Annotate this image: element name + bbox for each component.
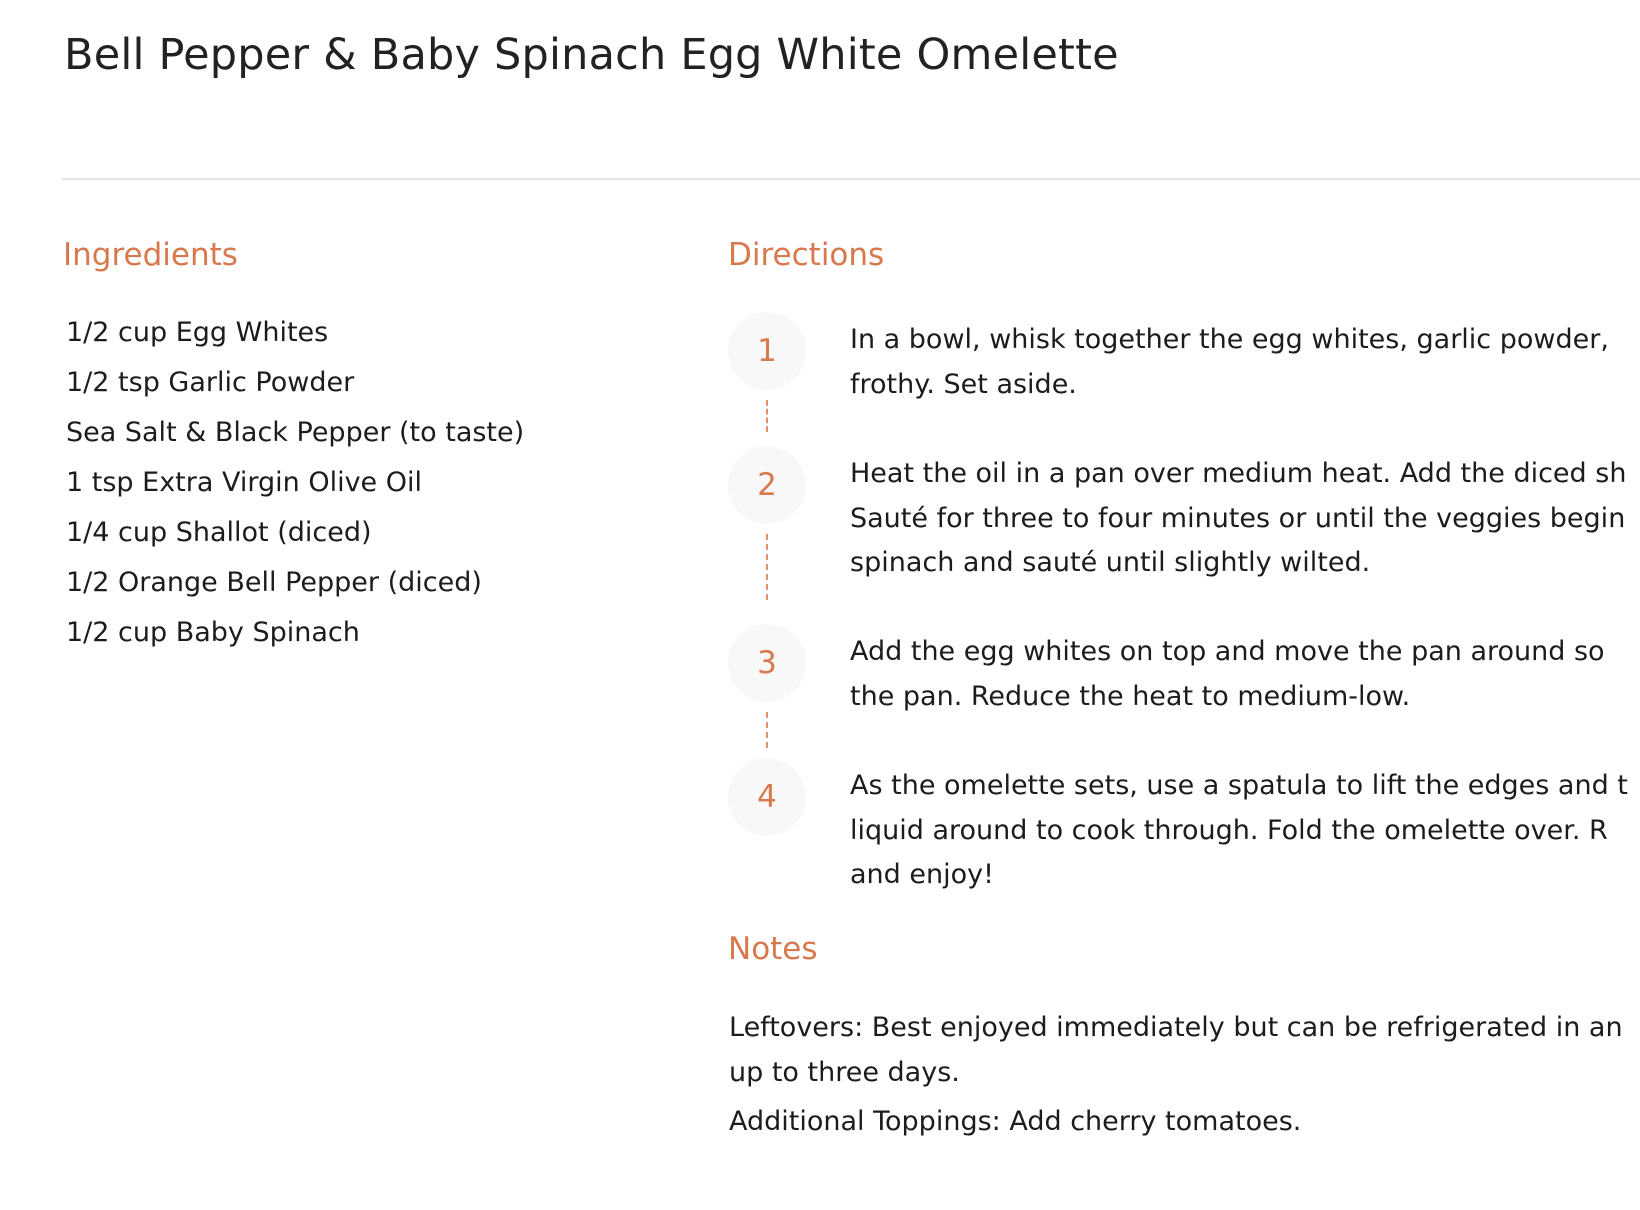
step-text	[850, 630, 1605, 719]
step-number-badge: 1	[728, 312, 806, 390]
step-text-line: Sauté for three to four minutes or until the veggies begin	[850, 502, 1626, 534]
step-connector	[766, 534, 768, 600]
step-number-badge: 2	[728, 446, 806, 524]
ingredient-item: 1/2 Orange Bell Pepper (diced)	[66, 567, 482, 598]
ingredient-item: 1/2 cup Egg Whites	[66, 317, 329, 348]
ingredient-item: 1/2 cup Baby Spinach	[66, 617, 360, 648]
note-text-continuation: up to three days.	[729, 1056, 960, 1088]
step-text	[850, 318, 1609, 407]
step-text-line: the pan. Reduce the heat to medium-low.	[850, 680, 1411, 712]
step-text	[850, 452, 1626, 586]
step-text-line: liquid around to cook through. Fold the omelette over. R	[850, 814, 1608, 846]
step-number-badge: 3	[728, 624, 806, 702]
ingredient-item: 1/4 cup Shallot (diced)	[66, 517, 372, 548]
note-leftovers	[729, 1006, 1623, 1095]
step-text-line: and enjoy!	[850, 859, 994, 890]
note-label: Leftovers:	[729, 1012, 864, 1043]
title-divider	[62, 178, 1640, 180]
step-text-line: Heat the oil in a pan over medium heat. Add the diced sh	[850, 458, 1627, 489]
step-text-line: spinach and sauté until slightly wilted.	[850, 547, 1371, 578]
note-label: Additional Toppings:	[729, 1106, 1001, 1137]
step-connector	[766, 712, 768, 748]
step-text-line: As the omelette sets, use a spatula to lift the edges and t	[850, 770, 1628, 801]
notes-heading: Notes	[728, 931, 818, 967]
step-text-line: In a bowl, whisk together the egg whites, garlic powder,	[850, 324, 1609, 355]
step-text-line: Add the egg whites on top and move the pan around so	[850, 636, 1605, 667]
directions-heading: Directions	[728, 237, 885, 273]
ingredient-item: 1 tsp Extra Virgin Olive Oil	[66, 467, 423, 498]
ingredient-item: 1/2 tsp Garlic Powder	[66, 367, 355, 398]
step-connector	[766, 400, 768, 432]
ingredient-item: Sea Salt & Black Pepper (to taste)	[66, 417, 525, 448]
step-number-badge: 4	[728, 758, 806, 836]
note-text: Add cherry tomatoes.	[1000, 1106, 1302, 1137]
step-text	[850, 764, 1628, 898]
note-additional-toppings	[729, 1100, 1301, 1145]
step-text-line: frothy. Set aside.	[850, 368, 1077, 400]
recipe-title: Bell Pepper & Baby Spinach Egg White Omelette	[64, 30, 1119, 80]
ingredients-heading: Ingredients	[63, 237, 238, 273]
ingredient-list	[66, 308, 524, 658]
note-text: Best enjoyed immediately but can be refrigerated in an	[863, 1012, 1623, 1043]
